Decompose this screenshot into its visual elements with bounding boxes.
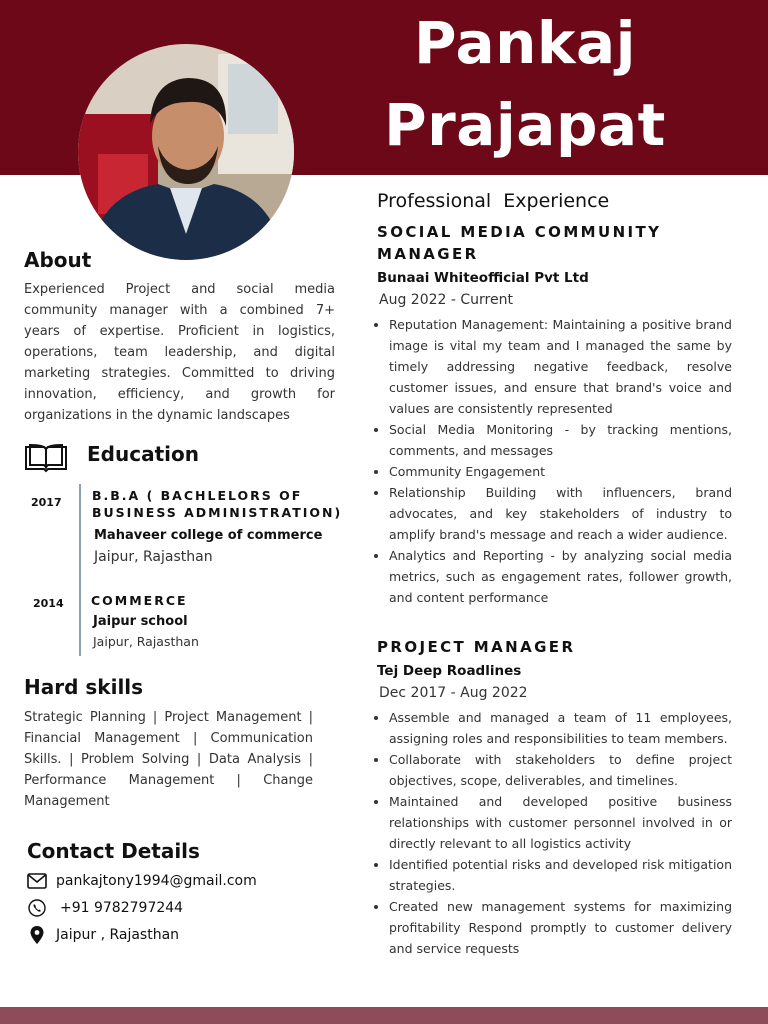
- job-dates: Aug 2022 - Current: [379, 292, 513, 308]
- list-item: • Social Media Monitoring - by tracking mentions, comments, and messages: [389, 419, 732, 461]
- contact-location-row: [26, 925, 179, 945]
- education-year: 2014: [33, 597, 64, 610]
- profile-photo: [78, 44, 294, 260]
- contact-title: Contact Details: [27, 839, 200, 863]
- about-text: Experienced Project and social media community manager with a combined 7+ years of expertise. Proficient in logistics, operations, team leadership, and digital marketing strategies. Committed to driving innovation, efficiency, and growth for organizations in the dynamic landscapes: [24, 282, 335, 423]
- location-pin-icon: [26, 925, 48, 945]
- last-name: Prajapat: [384, 91, 666, 159]
- education-timeline: [79, 484, 81, 656]
- list-item: • Maintained and developed positive business relationships with customer personnel involved in or directly relevant to all logistics activity: [389, 791, 732, 854]
- list-item: • Relationship Building with influencers, brand advocates, and key stakeholders of industry to amplify brand's message and reach a wider audience.: [389, 482, 732, 545]
- about-section: [24, 248, 91, 272]
- job-bullets: [377, 707, 732, 959]
- mail-icon: [26, 871, 48, 891]
- job-dates: Dec 2017 - Aug 2022: [379, 685, 528, 701]
- hard-skills-title: Hard skills: [24, 675, 144, 699]
- job-title: PROJECT MANAGER: [377, 638, 576, 656]
- education-icon-wrap: [24, 443, 68, 478]
- job-company: Tej Deep Roadlines: [377, 663, 522, 679]
- phone-icon: [26, 898, 48, 918]
- list-item: • Reputation Management: Maintaining a positive brand image is vital my team and I managed the same by timely addressing negative feedback, resolve customer issues, and ensure that brand's voice and values are consistently represented: [389, 314, 732, 419]
- education-school: Mahaveer college of commerce: [94, 528, 323, 543]
- contact-location: Jaipur , Rajasthan: [56, 927, 180, 943]
- list-item: • Assemble and managed a team of 11 employees, assigning roles and responsibilities to team members.: [389, 707, 732, 749]
- contact-email-row[interactable]: [26, 871, 257, 891]
- contact-phone[interactable]: +91 9782797244: [60, 900, 184, 916]
- open-book-icon: [24, 460, 68, 477]
- list-item: • Analytics and Reporting - by analyzing social media metrics, such as engagement rates, follower growth, and content performance: [389, 545, 732, 608]
- contact-phone-row[interactable]: [26, 898, 183, 918]
- job-bullets: [377, 314, 732, 608]
- job-company: Bunaai Whiteofficial Pvt Ltd: [377, 270, 589, 286]
- education-title: Education: [87, 442, 199, 466]
- hard-skills-text: Strategic Planning | Project Management | Financial Management | Communication Skills. | Problem Solving | Data Analysis | Performance Management | Change Management: [24, 710, 313, 809]
- about-title: About: [24, 248, 92, 272]
- list-item: • Collaborate with stakeholders to define project objectives, scope, deliverables, and timelines.: [389, 749, 732, 791]
- education-place: Jaipur, Rajasthan: [93, 634, 199, 649]
- contact-email[interactable]: pankajtony1994@gmail.com: [56, 873, 257, 889]
- footer-band: [0, 1007, 768, 1024]
- education-degree: COMMERCE: [91, 593, 188, 608]
- education-place: Jaipur, Rajasthan: [94, 549, 213, 565]
- list-item: • Created new management systems for maximizing profitability Respond promptly to customer delivery and service requests: [389, 896, 732, 959]
- first-name: Pankaj: [414, 9, 636, 77]
- education-year: 2017: [31, 496, 62, 509]
- list-item: • Identified potential risks and developed risk mitigation strategies.: [389, 854, 732, 896]
- job-title: SOCIAL MEDIA COMMUNITY MANAGER: [377, 223, 662, 263]
- education-degree: B.B.A ( BACHLELORS OF BUSINESS ADMINISTRATION): [92, 488, 343, 520]
- experience-title: Professional Experience: [377, 190, 610, 212]
- list-item: • Community Engagement: [389, 461, 732, 482]
- education-school: Jaipur school: [93, 614, 188, 629]
